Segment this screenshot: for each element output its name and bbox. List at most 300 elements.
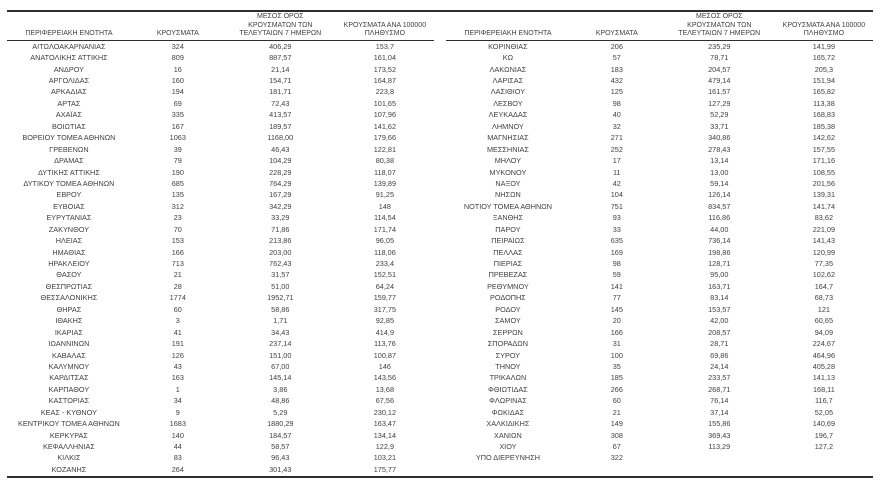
table-row <box>446 178 873 189</box>
per100k-cell: 223,8 <box>375 87 395 97</box>
column-header-avg7 <box>225 13 336 40</box>
region-cell: ΠΕΛΛΑΣ <box>493 247 523 257</box>
per100k-cell: 127,2 <box>814 442 834 452</box>
cases-cell: 98 <box>612 259 621 269</box>
cases-cell: 32 <box>612 121 621 131</box>
region-cell: ΛΗΜΝΟΥ <box>492 121 524 131</box>
table-row <box>446 350 873 361</box>
cases-cell: 31 <box>612 339 621 349</box>
avg7-cell: 126,14 <box>708 190 731 200</box>
per100k-cell: 122,9 <box>375 442 395 452</box>
cases-cell: 1774 <box>169 293 186 303</box>
regional-cases-report-table <box>7 10 873 478</box>
cases-cell: 206 <box>610 41 623 51</box>
region-cell: ΧΑΝΙΩΝ <box>494 430 522 440</box>
region-cell: ΣΕΡΡΩΝ <box>492 327 523 337</box>
table-row <box>446 316 873 327</box>
cases-cell: 145 <box>610 304 623 314</box>
table-row <box>446 167 873 178</box>
cases-cell: 183 <box>610 64 623 74</box>
avg7-cell: 13,14 <box>710 156 729 166</box>
region-cell: ΑΡΓΟΛΙΔΑΣ <box>48 76 90 86</box>
cases-cell: 39 <box>173 144 182 154</box>
table-row <box>446 121 873 132</box>
column-header-avg7-line2: ΚΡΟΥΣΜΑΤΩΝ ΤΩΝ <box>248 21 313 29</box>
table-row <box>446 430 873 441</box>
table-row <box>7 258 434 269</box>
column-header-avg7-line3: ΤΕΛΕΥΤΑΙΩΝ 7 ΗΜΕΡΩΝ <box>678 30 761 38</box>
cases-cell: 141 <box>610 281 623 291</box>
cases-cell: 57 <box>612 53 621 63</box>
region-cell: ΝΟΤΙΟΥ ΤΟΜΕΑ ΑΘΗΝΩΝ <box>463 201 553 211</box>
cases-cell: 432 <box>610 76 623 86</box>
per100k-cell: 141,43 <box>812 236 836 246</box>
cases-cell: 166 <box>171 247 184 257</box>
cases-cell: 166 <box>610 327 623 337</box>
table-row <box>7 464 434 475</box>
table-row <box>7 41 434 52</box>
per100k-cell: 157,55 <box>812 144 836 154</box>
avg7-cell: 13,00 <box>710 167 729 177</box>
cases-cell: 1683 <box>169 419 186 429</box>
avg7-cell: 278,43 <box>708 144 731 154</box>
avg7-cell: 153,57 <box>708 304 731 314</box>
column-header-region: ΠΕΡΙΦΕΡΕΙΑΚΗ ΕΝΟΤΗΤΑ <box>25 30 113 38</box>
per100k-cell: 13,68 <box>375 384 395 394</box>
cases-cell: 59 <box>612 270 621 280</box>
cases-cell: 135 <box>171 190 184 200</box>
avg7-cell: 34,43 <box>271 327 290 337</box>
table-row <box>446 201 873 212</box>
per100k-cell: 113,76 <box>373 339 396 349</box>
region-cell: ΘΕΣΣΑΛΟΝΙΚΗΣ <box>40 293 98 303</box>
per100k-cell: 142,62 <box>812 133 836 143</box>
per100k-cell: 107,96 <box>373 110 397 120</box>
region-cell: ΛΑΡΙΣΑΣ <box>492 76 524 86</box>
cases-cell: 41 <box>173 327 182 337</box>
region-cell: ΘΗΡΑΣ <box>56 304 82 314</box>
table-row <box>446 133 873 144</box>
avg7-cell: 340,86 <box>708 133 731 143</box>
cases-cell: 185 <box>610 373 623 383</box>
table-row <box>7 396 434 407</box>
avg7-cell: 736,14 <box>708 236 731 246</box>
per100k-cell: 80,38 <box>375 156 395 166</box>
table-row <box>7 247 434 258</box>
region-cell: ΙΩΑΝΝΙΝΩΝ <box>48 339 90 349</box>
avg7-cell: 33,29 <box>271 213 290 223</box>
avg7-cell: 237,14 <box>269 339 292 349</box>
cases-cell: 322 <box>610 453 623 463</box>
avg7-cell: 167,29 <box>269 190 292 200</box>
cases-cell: 312 <box>171 201 184 211</box>
per100k-cell: 52,05 <box>814 407 834 417</box>
region-cell: ΡΟΔΟΠΗΣ <box>489 293 526 303</box>
per100k-cell: 171,74 <box>373 224 397 234</box>
column-header-region: ΠΕΡΙΦΕΡΕΙΑΚΗ ΕΝΟΤΗΤΑ <box>464 30 552 38</box>
per100k-cell: 185,38 <box>812 121 836 131</box>
cases-cell: 324 <box>171 41 184 51</box>
table-row <box>446 110 873 121</box>
per100k-cell: 100,87 <box>373 350 397 360</box>
table-row <box>446 87 873 98</box>
per100k-cell: 165,82 <box>812 87 836 97</box>
column-header-per100k-line1: ΚΡΟΥΣΜΑΤΑ ΑΝΑ 100000 <box>343 21 427 29</box>
table-row <box>446 327 873 338</box>
avg7-cell: 113,29 <box>708 442 731 452</box>
cases-cell: 70 <box>173 224 182 234</box>
avg7-cell: 78,71 <box>710 53 729 63</box>
cases-cell: 104 <box>610 190 623 200</box>
table-left <box>7 12 434 476</box>
cases-cell: 252 <box>610 144 623 154</box>
table-row <box>7 178 434 189</box>
per100k-cell: 159,77 <box>373 293 397 303</box>
cases-cell: 77 <box>612 293 621 303</box>
cases-cell: 9 <box>175 407 180 417</box>
table-row <box>446 213 873 224</box>
table-row <box>7 87 434 98</box>
per100k-cell: 196,7 <box>814 430 834 440</box>
region-cell: ΦΘΙΩΤΙΔΑΣ <box>488 384 528 394</box>
region-cell: ΧΑΛΚΙΔΙΚΗΣ <box>486 419 530 429</box>
table-row <box>446 396 873 407</box>
region-cell: ΚΑΛΥΜΝΟΥ <box>48 361 90 371</box>
avg7-cell: 406,29 <box>269 41 292 51</box>
avg7-cell: 145,14 <box>269 373 292 383</box>
per100k-cell: 141,74 <box>812 201 836 211</box>
table-row <box>7 224 434 235</box>
region-cell: ΠΕΙΡΑΙΩΣ <box>491 236 525 246</box>
table-row <box>7 361 434 372</box>
region-cell: ΚΑΡΠΑΘΟΥ <box>48 384 90 394</box>
avg7-cell: 48,86 <box>271 396 290 406</box>
cases-cell: 271 <box>610 133 623 143</box>
table-row <box>7 235 434 246</box>
table-row <box>7 418 434 429</box>
per100k-cell: 146 <box>378 361 391 371</box>
region-cell: ΛΑΚΩΝΙΑΣ <box>489 64 527 74</box>
avg7-cell: 127,29 <box>708 98 731 108</box>
region-cell: ΦΛΩΡΙΝΑΣ <box>489 396 527 406</box>
region-cell: ΝΑΞΟΥ <box>495 178 521 188</box>
table-row <box>446 64 873 75</box>
per100k-cell: 317,75 <box>373 304 397 314</box>
per100k-cell: 113,38 <box>812 98 835 108</box>
region-cell: ΕΥΡΥΤΑΝΙΑΣ <box>46 213 92 223</box>
avg7-cell: 83,14 <box>710 293 729 303</box>
region-cell: ΙΚΑΡΙΑΣ <box>54 327 83 337</box>
table-row <box>7 201 434 212</box>
cases-cell: 126 <box>171 350 184 360</box>
per100k-cell: 141,62 <box>373 121 397 131</box>
table-row <box>446 247 873 258</box>
region-cell: ΑΝΑΤΟΛΙΚΗΣ ΑΤΤΙΚΗΣ <box>30 53 108 63</box>
avg7-cell: 834,57 <box>708 201 731 211</box>
region-cell: ΜΕΣΣΗΝΙΑΣ <box>486 144 529 154</box>
cases-cell: 93 <box>612 213 621 223</box>
table-row <box>446 258 873 269</box>
column-header-per100k-line2: ΠΛΗΘΥΣΜΟ <box>364 30 406 38</box>
table-row <box>7 373 434 384</box>
table-row <box>7 407 434 418</box>
table-row <box>7 338 434 349</box>
region-cell: ΔΥΤΙΚΟΥ ΤΟΜΕΑ ΑΘΗΝΩΝ <box>23 178 115 188</box>
cases-cell: 190 <box>171 167 184 177</box>
table-row <box>7 316 434 327</box>
cases-cell: 23 <box>173 213 182 223</box>
per100k-cell: 164,87 <box>373 76 397 86</box>
region-cell: ΒΟΡΕΙΟΥ ΤΟΜΕΑ ΑΘΗΝΩΝ <box>22 133 116 143</box>
table-row <box>7 430 434 441</box>
region-cell: ΚΟΖΑΝΗΣ <box>51 464 87 474</box>
region-cell: ΜΥΚΟΝΟΥ <box>489 167 527 177</box>
avg7-cell: 184,57 <box>269 430 292 440</box>
column-header-per100k <box>336 22 434 40</box>
cases-cell: 100 <box>610 350 623 360</box>
cases-cell: 43 <box>173 361 182 371</box>
per100k-cell: 164,7 <box>814 281 834 291</box>
avg7-cell: 235,29 <box>708 41 731 51</box>
per100k-cell: 153,7 <box>375 41 395 51</box>
cases-cell: 17 <box>612 156 621 166</box>
per100k-cell: 179,66 <box>373 133 397 143</box>
table-row <box>7 133 434 144</box>
per100k-cell: 67,56 <box>375 396 395 406</box>
table-row <box>7 281 434 292</box>
per100k-cell: 102,62 <box>812 270 836 280</box>
table-row <box>7 327 434 338</box>
region-cell: ΙΘΑΚΗΣ <box>55 316 83 326</box>
per100k-cell: 141,13 <box>812 373 836 383</box>
per100k-cell: 140,69 <box>812 419 836 429</box>
per100k-cell: 464,96 <box>812 350 836 360</box>
column-header-avg7-line3: ΤΕΛΕΥΤΑΙΩΝ 7 ΗΜΕΡΩΝ <box>239 30 322 38</box>
cases-cell: 33 <box>612 224 621 234</box>
table-row <box>446 453 873 464</box>
per100k-cell: 92,85 <box>375 316 395 326</box>
table-right <box>446 12 873 476</box>
avg7-cell: 96,43 <box>271 453 290 463</box>
region-cell: ΗΡΑΚΛΕΙΟΥ <box>48 259 90 269</box>
region-cell: ΑΡΚΑΔΙΑΣ <box>51 87 87 97</box>
cases-cell: 21 <box>612 407 621 417</box>
avg7-cell: 208,57 <box>708 327 731 337</box>
region-cell: ΡΟΔΟΥ <box>495 304 521 314</box>
table-row <box>446 373 873 384</box>
cases-cell: 16 <box>173 64 182 74</box>
per100k-cell: 141,99 <box>812 41 836 51</box>
avg7-cell: 203,00 <box>269 247 292 257</box>
table-right-header <box>446 12 873 41</box>
cases-cell: 60 <box>173 304 182 314</box>
table-row <box>446 75 873 86</box>
cases-cell: 308 <box>610 430 623 440</box>
avg7-cell: 71,86 <box>271 224 290 234</box>
per100k-cell: 96,05 <box>375 236 395 246</box>
cases-cell: 42 <box>612 178 621 188</box>
table-row <box>7 110 434 121</box>
table-row <box>446 361 873 372</box>
avg7-cell: 189,57 <box>269 121 292 131</box>
table-row <box>7 213 434 224</box>
per100k-cell: 161,04 <box>373 53 397 63</box>
table-row <box>446 281 873 292</box>
per100k-cell: 414,9 <box>375 327 395 337</box>
table-row <box>446 270 873 281</box>
avg7-cell: 204,57 <box>708 64 731 74</box>
cases-cell: 191 <box>171 339 184 349</box>
table-row <box>7 75 434 86</box>
per100k-cell: 173,52 <box>373 64 397 74</box>
cases-cell: 125 <box>610 87 623 97</box>
avg7-cell: 95,00 <box>710 270 729 280</box>
region-cell: ΞΑΝΘΗΣ <box>492 213 524 223</box>
per100k-cell: 134,14 <box>373 430 397 440</box>
avg7-cell: 44,00 <box>710 224 729 234</box>
avg7-cell: 154,71 <box>269 76 292 86</box>
cases-cell: 98 <box>612 98 621 108</box>
region-cell: ΠΑΡΟΥ <box>495 224 521 234</box>
per100k-cell: 60,65 <box>814 316 834 326</box>
table-row <box>7 190 434 201</box>
column-header-per100k-line2: ΠΛΗΘΥΣΜΟ <box>803 30 845 38</box>
avg7-cell: 342,29 <box>269 201 292 211</box>
avg7-cell: 762,43 <box>269 259 292 269</box>
per100k-cell: 151,94 <box>812 76 836 86</box>
region-cell: ΑΡΤΑΣ <box>57 98 81 108</box>
avg7-cell: 46,43 <box>271 144 290 154</box>
table-row <box>446 155 873 166</box>
table-row <box>446 384 873 395</box>
region-cell: ΒΟΙΩΤΙΑΣ <box>51 121 86 131</box>
column-header-cases: ΚΡΟΥΣΜΑΤΑ <box>156 30 199 38</box>
cases-cell: 3 <box>175 316 180 326</box>
region-cell: ΚΕΑΣ - ΚΥΘΝΟΥ <box>40 407 97 417</box>
cases-cell: 163 <box>171 373 184 383</box>
avg7-cell: 163,71 <box>708 281 731 291</box>
region-cell: ΧΙΟΥ <box>499 442 517 452</box>
per100k-cell: 64,24 <box>375 281 395 291</box>
region-cell: ΦΩΚΙΔΑΣ <box>491 407 525 417</box>
table-row <box>446 52 873 63</box>
avg7-cell: 104,29 <box>269 156 292 166</box>
cases-cell: 335 <box>171 110 184 120</box>
region-cell: ΕΥΒΟΙΑΣ <box>53 201 85 211</box>
table-row <box>7 167 434 178</box>
avg7-cell: 52,29 <box>710 110 729 120</box>
region-cell: ΚΑΣΤΟΡΙΑΣ <box>48 396 90 406</box>
avg7-cell: 155,86 <box>708 419 731 429</box>
avg7-cell: 21,14 <box>271 64 290 74</box>
region-cell: ΜΗΛΟΥ <box>494 156 522 166</box>
avg7-cell: 28,71 <box>710 339 729 349</box>
cases-cell: 809 <box>171 53 184 63</box>
region-cell: ΚΟΡΙΝΘΙΑΣ <box>488 41 528 51</box>
per100k-cell: 205,3 <box>814 64 834 74</box>
region-cell: ΣΑΜΟΥ <box>495 316 521 326</box>
region-cell: ΥΠΟ ΔΙΕΡΕΥΝΗΣΗ <box>475 453 540 463</box>
table-row <box>446 144 873 155</box>
table-row <box>446 224 873 235</box>
region-cell: ΚΑΒΑΛΑΣ <box>52 350 86 360</box>
per100k-cell: 139,31 <box>812 190 836 200</box>
cases-cell: 1 <box>175 384 180 394</box>
avg7-cell: 181,71 <box>269 87 292 97</box>
cases-cell: 11 <box>613 167 621 177</box>
column-header-avg7-line1: ΜΕΣΟΣ ΟΡΟΣ <box>696 13 743 21</box>
table-row <box>7 64 434 75</box>
per100k-cell: 233,4 <box>375 259 395 269</box>
avg7-cell: 764,29 <box>269 178 292 188</box>
per100k-cell: 103,21 <box>373 453 397 463</box>
table-row <box>446 338 873 349</box>
per100k-cell: 118,06 <box>373 247 396 257</box>
per100k-cell: 163,47 <box>373 419 397 429</box>
cases-cell: 28 <box>173 281 182 291</box>
region-cell: ΚΙΛΚΙΣ <box>57 453 81 463</box>
avg7-cell: 161,57 <box>708 87 731 97</box>
region-cell: ΑΙΤΩΛΟΑΚΑΡΝΑΝΙΑΣ <box>32 41 106 51</box>
table-left-header <box>7 12 434 41</box>
region-cell: ΔΥΤΙΚΗΣ ΑΤΤΙΚΗΣ <box>37 167 100 177</box>
avg7-cell: 1168,00 <box>267 133 294 143</box>
table-row <box>7 98 434 109</box>
avg7-cell: 59,14 <box>710 178 729 188</box>
table-row <box>7 155 434 166</box>
per100k-cell: 148 <box>378 201 391 211</box>
per100k-cell: 143,56 <box>373 373 397 383</box>
per100k-cell: 224,67 <box>812 339 836 349</box>
region-cell: ΠΡΕΒΕΖΑΣ <box>488 270 528 280</box>
table-row <box>7 350 434 361</box>
per100k-cell: 94,09 <box>814 327 834 337</box>
column-header-avg7 <box>664 13 775 40</box>
avg7-cell: 31,57 <box>271 270 290 280</box>
region-cell: ΜΑΓΝΗΣΙΑΣ <box>487 133 529 143</box>
region-cell: ΤΗΝΟΥ <box>495 361 521 371</box>
avg7-cell: 76,14 <box>710 396 729 406</box>
per100k-cell: 120,99 <box>812 247 836 257</box>
avg7-cell: 3,86 <box>273 384 288 394</box>
avg7-cell: 198,86 <box>708 247 731 257</box>
cases-cell: 60 <box>612 396 621 406</box>
cases-cell: 40 <box>612 110 621 120</box>
per100k-cell: 230,12 <box>373 407 397 417</box>
per100k-cell: 108,55 <box>812 167 836 177</box>
cases-cell: 167 <box>171 121 184 131</box>
cases-cell: 713 <box>171 259 184 269</box>
cases-cell: 140 <box>171 430 184 440</box>
avg7-cell: 213,86 <box>269 236 292 246</box>
cases-cell: 1063 <box>169 133 186 143</box>
avg7-cell: 37,14 <box>710 407 729 417</box>
table-row <box>446 441 873 452</box>
cases-cell: 264 <box>171 464 184 474</box>
region-cell: ΚΑΡΔΙΤΣΑΣ <box>49 373 89 383</box>
avg7-cell: 51,00 <box>271 281 290 291</box>
region-cell: ΓΡΕΒΕΝΩΝ <box>49 144 89 154</box>
region-cell: ΔΡΑΜΑΣ <box>54 156 84 166</box>
table-row <box>7 304 434 315</box>
cases-cell: 79 <box>173 156 182 166</box>
cases-cell: 169 <box>610 247 623 257</box>
region-cell: ΗΛΕΙΑΣ <box>55 236 83 246</box>
column-header-per100k-line1: ΚΡΟΥΣΜΑΤΑ ΑΝΑ 100000 <box>782 21 866 29</box>
per100k-cell: 221,09 <box>812 224 836 234</box>
table-row <box>7 144 434 155</box>
avg7-cell: 128,71 <box>708 259 731 269</box>
